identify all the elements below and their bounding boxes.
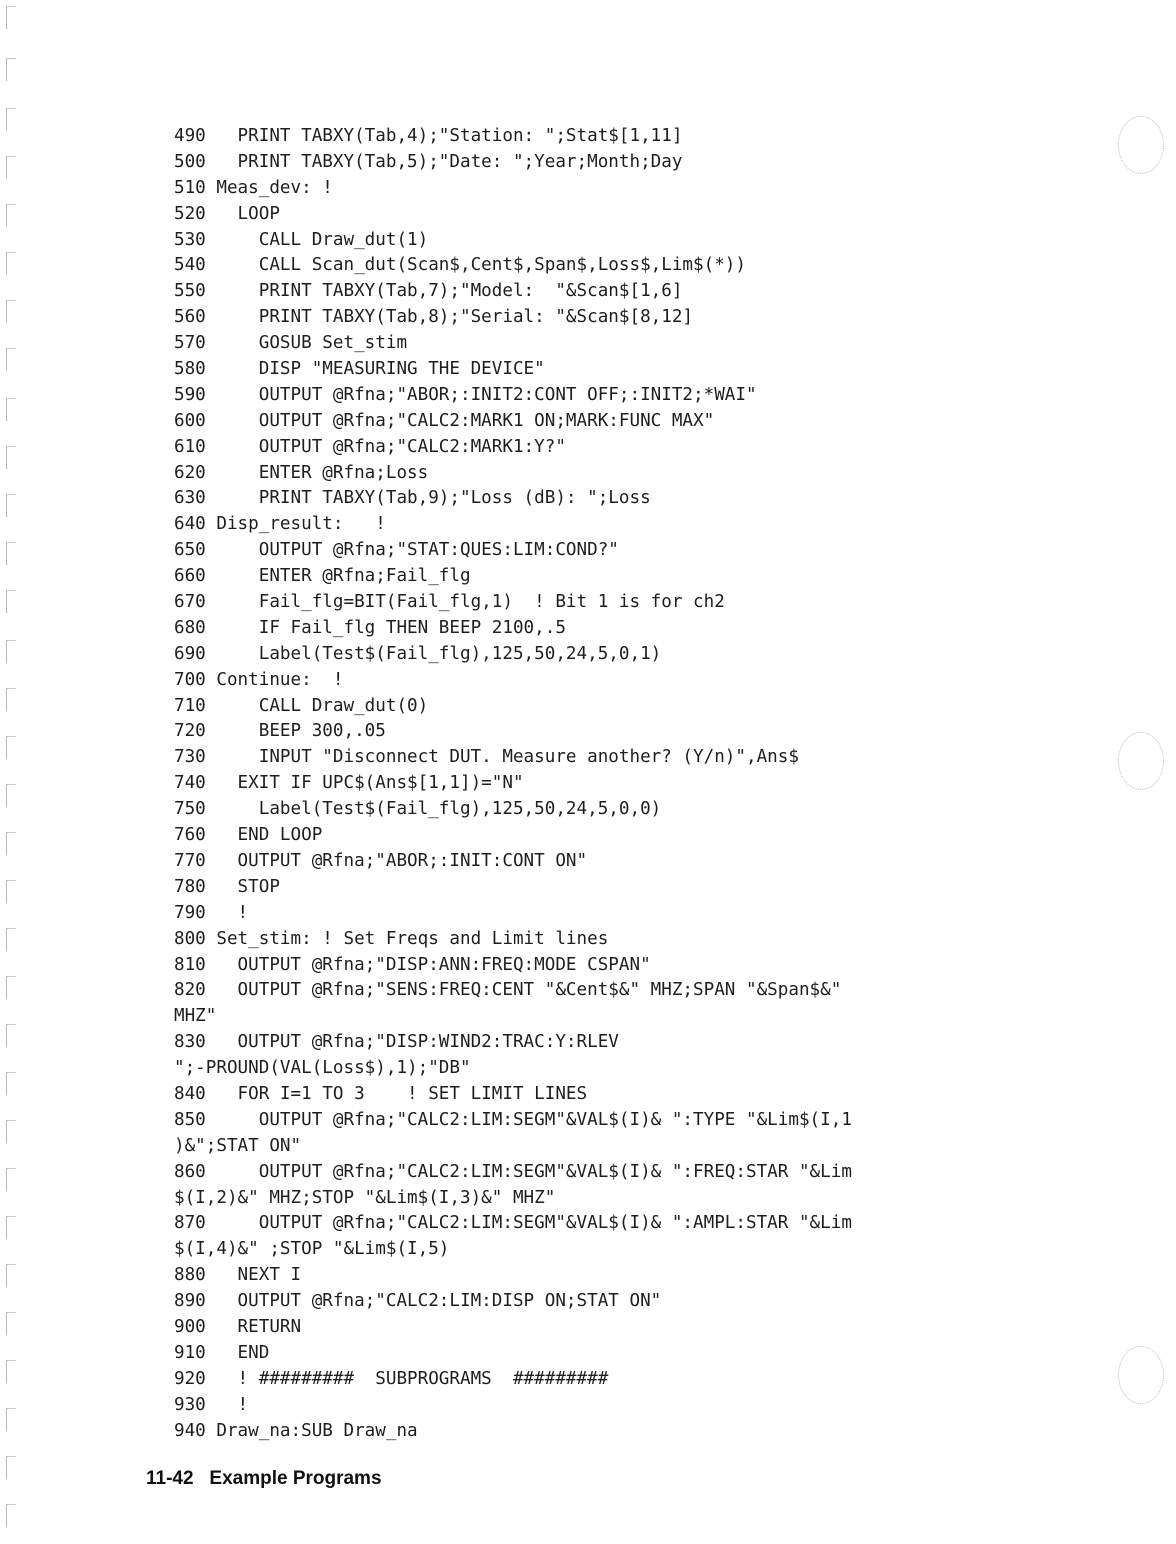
code-line: 660 ENTER @Rfna;Fail_flg <box>174 566 471 587</box>
code-line: 880 NEXT I <box>174 1265 302 1286</box>
code-line: 650 OUTPUT @Rfna;"STAT:QUES:LIM:COND?" <box>174 540 619 561</box>
code-line: 810 OUTPUT @Rfna;"DISP:ANN:FREQ:MODE CSPAN" <box>174 954 651 975</box>
punch-hole-middle <box>1118 732 1164 790</box>
code-line: 910 END <box>174 1342 270 1363</box>
code-line: 500 PRINT TABXY(Tab,5);"Date: ";Year;Month;Day <box>174 151 683 172</box>
page-footer <box>146 1468 382 1490</box>
code-line: 740 EXIT IF UPC$(Ans$[1,1])="N" <box>174 773 524 794</box>
code-line: 580 DISP "MEASURING THE DEVICE" <box>174 359 545 380</box>
code-line: 680 IF Fail_flg THEN BEEP 2100,.5 <box>174 617 566 638</box>
code-line: 540 CALL Scan_dut(Scan$,Cent$,Span$,Loss$,Lim$(*)) <box>174 255 746 276</box>
code-line: 690 Label(Test$(Fail_flg),125,50,24,5,0,1) <box>174 643 662 664</box>
code-line: 840 FOR I=1 TO 3 ! SET LIMIT LINES <box>174 1083 588 1104</box>
program-listing <box>174 124 1074 1444</box>
code-line: 920 ! ######### SUBPROGRAMS ######### <box>174 1368 609 1389</box>
code-line: 860 OUTPUT @Rfna;"CALC2:LIM:SEGM"&VAL$(I)& ":FREQ:STAR "&Lim <box>174 1161 852 1182</box>
code-line: 850 OUTPUT @Rfna;"CALC2:LIM:SEGM"&VAL$(I)& ":TYPE "&Lim$(I,1 <box>174 1109 852 1130</box>
code-line: 760 END LOOP <box>174 825 323 846</box>
code-line: 490 PRINT TABXY(Tab,4);"Station: ";Stat$[1,11] <box>174 126 683 146</box>
code-line: 830 OUTPUT @Rfna;"DISP:WIND2:TRAC:Y:RLEV <box>174 1032 619 1053</box>
code-line: )&";STAT ON" <box>174 1135 302 1156</box>
code-line: 800 Set_stim: ! Set Freqs and Limit lines <box>174 928 609 949</box>
code-line: 700 Continue: ! <box>174 669 344 690</box>
code-line: 530 CALL Draw_dut(1) <box>174 229 429 250</box>
binder-edge-marks <box>2 0 16 1544</box>
code-line: ";-PROUND(VAL(Loss$),1);"DB" <box>174 1058 471 1079</box>
code-line: $(I,2)&" MHZ;STOP "&Lim$(I,3)&" MHZ" <box>174 1187 556 1208</box>
code-line: 520 LOOP <box>174 203 280 224</box>
code-line: 710 CALL Draw_dut(0) <box>174 695 429 716</box>
code-line: 510 Meas_dev: ! <box>174 177 333 198</box>
code-line: 550 PRINT TABXY(Tab,7);"Model: "&Scan$[1,6] <box>174 281 683 302</box>
code-line: MHZ" <box>174 1006 217 1027</box>
code-line: 600 OUTPUT @Rfna;"CALC2:MARK1 ON;MARK:FUNC MAX" <box>174 410 715 431</box>
code-line: 570 GOSUB Set_stim <box>174 333 408 354</box>
code-line: 590 OUTPUT @Rfna;"ABOR;:INIT2:CONT OFF;:INIT2;*WAI" <box>174 384 757 405</box>
punch-hole-bottom <box>1118 1346 1164 1404</box>
code-line: 720 BEEP 300,.05 <box>174 721 386 742</box>
code-line: $(I,4)&" ;STOP "&Lim$(I,5) <box>174 1239 450 1260</box>
code-line: 770 OUTPUT @Rfna;"ABOR;:INIT:CONT ON" <box>174 850 588 871</box>
code-line: 620 ENTER @Rfna;Loss <box>174 462 429 483</box>
code-line: 670 Fail_flg=BIT(Fail_flg,1) ! Bit 1 is for ch2 <box>174 592 725 613</box>
code-line: 640 Disp_result: ! <box>174 514 386 535</box>
code-line: 630 PRINT TABXY(Tab,9);"Loss (dB): ";Loss <box>174 488 651 509</box>
code-line: 790 ! <box>174 902 249 923</box>
code-line: 750 Label(Test$(Fail_flg),125,50,24,5,0,0) <box>174 799 662 820</box>
code-line: 780 STOP <box>174 876 280 897</box>
code-line: 940 Draw_na:SUB Draw_na <box>174 1420 418 1441</box>
section-title: Example Programs <box>209 1468 382 1489</box>
page-number: 11-42 <box>146 1468 194 1489</box>
code-line: 890 OUTPUT @Rfna;"CALC2:LIM:DISP ON;STAT ON" <box>174 1291 662 1312</box>
code-line: 560 PRINT TABXY(Tab,8);"Serial: "&Scan$[8,12] <box>174 307 694 328</box>
code-line: 900 RETURN <box>174 1316 302 1337</box>
code-line: 610 OUTPUT @Rfna;"CALC2:MARK1:Y?" <box>174 436 566 457</box>
code-line: 930 ! <box>174 1394 249 1415</box>
code-line: 730 INPUT "Disconnect DUT. Measure another? (Y/n)",Ans$ <box>174 747 799 768</box>
code-line: 820 OUTPUT @Rfna;"SENS:FREQ:CENT "&Cent$&" MHZ;SPAN "&Span$&" <box>174 980 842 1001</box>
code-line: 870 OUTPUT @Rfna;"CALC2:LIM:SEGM"&VAL$(I)& ":AMPL:STAR "&Lim <box>174 1213 852 1234</box>
punch-hole-top <box>1118 116 1164 174</box>
